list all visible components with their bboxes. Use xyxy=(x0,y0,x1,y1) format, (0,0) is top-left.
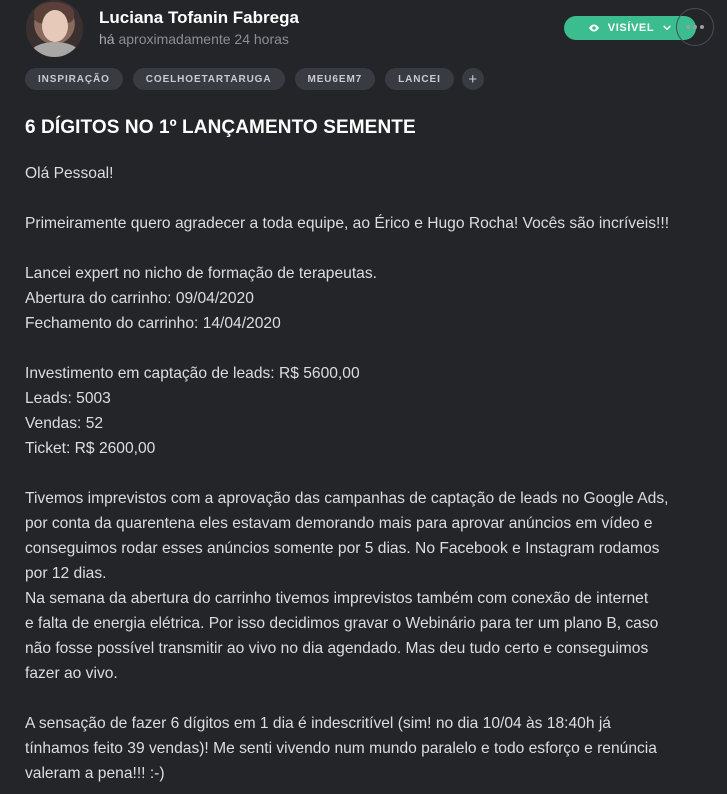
post-body xyxy=(25,161,720,786)
body-gap xyxy=(25,461,720,486)
tag-meu6em7[interactable]: MEU6EM7 xyxy=(295,68,376,90)
body-line: Vendas: 52 xyxy=(25,415,104,432)
body-line: fazer ao vivo. xyxy=(25,665,118,682)
body-line: conseguimos rodar esses anúncios somente por 5 dias. No Facebook e Instagram rodamos xyxy=(25,540,660,557)
post-title: 6 DÍGITOS NO 1º LANÇAMENTO SEMENTE xyxy=(25,117,416,138)
post-header xyxy=(26,0,716,60)
visibility-label: VISÍVEL xyxy=(607,22,655,34)
more-horizontal-icon xyxy=(686,25,690,29)
body-line: tínhamos feito 39 vendas)! Me senti vivendo num mundo paralelo e todo esforço e renúncia xyxy=(25,740,657,757)
body-line: por conta da quarentena eles estavam demorando mais para aprovar anúncios em vídeo e xyxy=(25,515,653,532)
avatar[interactable] xyxy=(26,0,83,57)
body-line: Leads: 5003 xyxy=(25,390,111,407)
body-line: por 12 dias. xyxy=(25,565,107,582)
body-line: A sensação de fazer 6 dígitos em 1 dia é indescritível (sim! no dia 10/04 às 18:40h já xyxy=(25,715,611,732)
add-tag-button[interactable]: + xyxy=(462,68,484,90)
more-options-button[interactable] xyxy=(676,8,714,46)
tag-inspiracao[interactable]: INSPIRAÇÃO xyxy=(25,68,123,90)
tag-list xyxy=(25,68,484,90)
tag-coelhoetartaruga[interactable]: COELHOETARTARUGA xyxy=(133,68,285,90)
eye-icon xyxy=(588,22,600,34)
chevron-down-icon xyxy=(662,23,672,33)
body-line: Olá Pessoal! xyxy=(25,165,114,182)
body-gap xyxy=(25,686,720,711)
author-name[interactable]: Luciana Tofanin Fabrega xyxy=(99,8,299,27)
body-line: Fechamento do carrinho: 14/04/2020 xyxy=(25,315,281,332)
body-line: Ticket: R$ 2600,00 xyxy=(25,440,156,457)
body-gap xyxy=(25,186,720,211)
body-line: Primeiramente quero agradecer a toda equipe, ao Érico e Hugo Rocha! Vocês são incríveis!!! xyxy=(25,215,670,232)
body-line: não fosse possível transmitir ao vivo no dia agendado. Mas deu tudo certo e conseguimos xyxy=(25,640,649,657)
body-gap xyxy=(25,236,720,261)
body-line: Lancei expert no nicho de formação de terapeutas. xyxy=(25,265,377,282)
body-line: Na semana da abertura do carrinho tivemos imprevistos também com conexão de internet xyxy=(25,590,649,607)
body-line: valeram a pena!!! :-) xyxy=(25,765,165,782)
body-line: e falta de energia elétrica. Por isso decidimos gravar o Webinário para ter um plano B, caso xyxy=(25,615,659,632)
timestamp-text: aproximadamente 24 horas xyxy=(118,31,289,47)
timestamp-prefix: há xyxy=(99,31,115,47)
body-line: Abertura do carrinho: 09/04/2020 xyxy=(25,290,254,307)
body-line: Investimento em captação de leads: R$ 5600,00 xyxy=(25,365,360,382)
post-timestamp xyxy=(99,31,289,47)
tag-lancei[interactable]: LANCEI xyxy=(385,68,454,90)
body-line: Tivemos imprevistos com a aprovação das campanhas de captação de leads no Google Ads, xyxy=(25,490,669,507)
body-gap xyxy=(25,336,720,361)
